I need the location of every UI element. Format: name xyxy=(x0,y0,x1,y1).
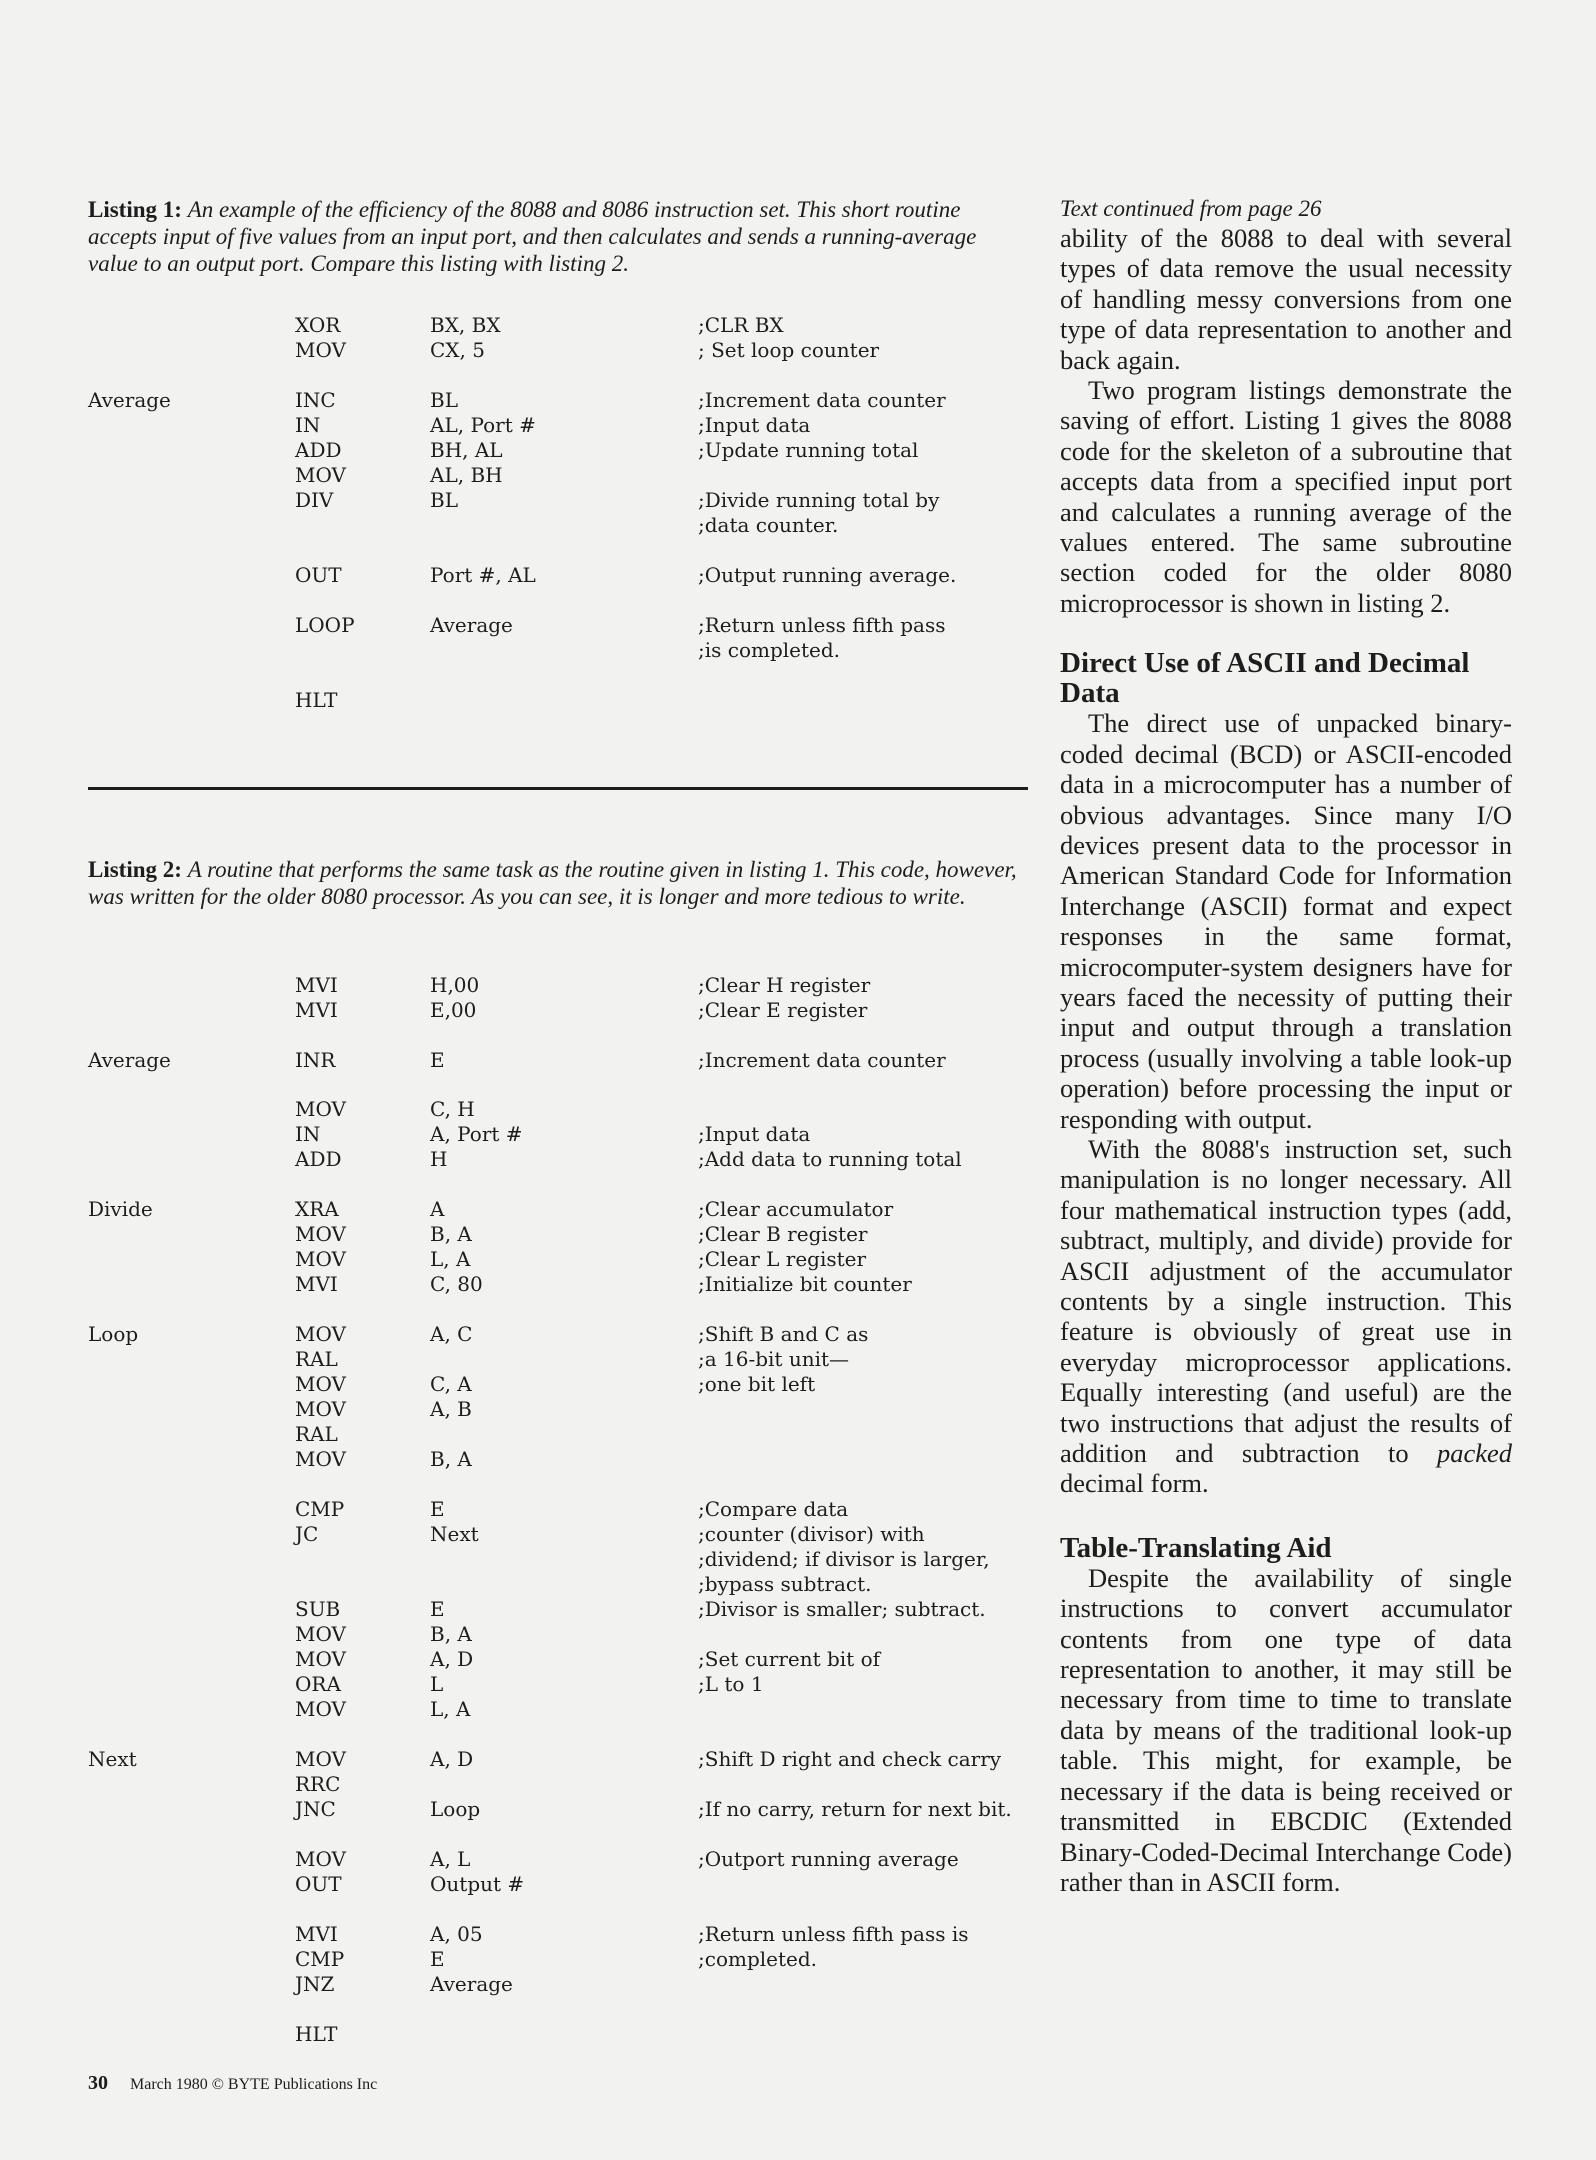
code-operand: B, A xyxy=(430,1222,472,1246)
code-line xyxy=(88,1048,1028,1073)
code-comment: ;Clear E register xyxy=(698,998,868,1022)
code-line xyxy=(88,1672,1028,1697)
listing2-caption xyxy=(88,856,1028,910)
code-comment: ;Divisor is smaller; subtract. xyxy=(698,1597,986,1621)
code-line xyxy=(88,1872,1028,1897)
code-line xyxy=(88,1622,1028,1647)
code-operand: Loop xyxy=(430,1797,481,1821)
code-label: Average xyxy=(88,388,171,412)
code-operand: E,00 xyxy=(430,998,477,1022)
code-line xyxy=(88,488,1028,513)
code-operand: Output # xyxy=(430,1872,525,1896)
code-comment: ;Outport running average xyxy=(698,1847,959,1871)
code-operand: C, H xyxy=(430,1097,475,1121)
code-opcode: MOV xyxy=(295,1747,346,1771)
code-comment: ;CLR BX xyxy=(698,313,784,337)
code-opcode: XOR xyxy=(295,313,341,337)
code-opcode: MOV xyxy=(295,1447,346,1471)
code-operand: E xyxy=(430,1048,445,1072)
article-paragraph xyxy=(1060,1134,1512,1499)
section-heading: Direct Use of ASCII and Decimal Data xyxy=(1060,647,1470,710)
code-line xyxy=(88,338,1028,363)
code-operand: Next xyxy=(430,1522,479,1546)
listing2-caption-block xyxy=(88,856,1028,910)
code-opcode: IN xyxy=(295,413,321,437)
continued-note: Text continued from page 26 xyxy=(1060,196,1322,221)
code-comment: ;Divide running total by xyxy=(698,488,940,512)
code-comment: ;If no carry, return for next bit. xyxy=(698,1797,1012,1821)
code-comment: ;counter (divisor) with xyxy=(698,1522,925,1546)
listing1-caption xyxy=(88,196,1028,277)
code-comment: ;Shift D right and check carry xyxy=(698,1747,1002,1771)
code-operand: E xyxy=(430,1597,445,1621)
code-opcode: SUB xyxy=(295,1597,341,1621)
code-line xyxy=(88,1447,1028,1472)
code-line xyxy=(88,1522,1028,1547)
code-comment: ;data counter. xyxy=(698,513,839,537)
code-comment: ;Increment data counter xyxy=(698,388,946,412)
code-operand: A, C xyxy=(430,1322,473,1346)
code-operand: A xyxy=(430,1197,445,1221)
code-comment: ;Output running average. xyxy=(698,563,957,587)
code-opcode: ADD xyxy=(295,1147,342,1171)
code-line xyxy=(88,1372,1028,1397)
code-comment: ;Add data to running total xyxy=(698,1147,962,1171)
code-line xyxy=(88,1847,1028,1872)
code-operand: CX, 5 xyxy=(430,338,485,362)
code-line xyxy=(88,1572,1028,1597)
listing2-caption-text: A routine that performs the same task as the routine given in listing 1. This code, however, was written for the older 8080 processor. As you can see, it is longer and more tedious to write. xyxy=(88,857,1017,909)
code-label: Next xyxy=(88,1747,137,1771)
code-comment: ;Set current bit of xyxy=(698,1647,881,1671)
article-paragraph: The direct use of unpacked binary-coded decimal (BCD) or ASCII-encoded data in a microcomputer has a number of obvious advantages. Since many I/O devices present data to the processor in American Standard Code for Information Interchange (ASCII) format and expect responses in the same format, microcomputer-system designers have for years faced the necessity of putting their input and output through a translation process (usually involving a table look-up operation) before processing the input or responding with output. xyxy=(1060,708,1512,1134)
page-number: 30 xyxy=(88,2072,108,2094)
code-comment: ;Clear B register xyxy=(698,1222,868,1246)
code-operand: Port #, AL xyxy=(430,563,536,587)
code-operand: A, D xyxy=(430,1647,474,1671)
code-comment: ;Return unless fifth pass is xyxy=(698,1922,969,1946)
code-operand: AL, BH xyxy=(430,463,503,487)
code-label: Loop xyxy=(88,1322,139,1346)
code-comment: ;Increment data counter xyxy=(698,1048,946,1072)
code-opcode: INC xyxy=(295,388,336,412)
paragraph-text: decimal form. xyxy=(1060,1468,1209,1499)
code-opcode: MVI xyxy=(295,973,338,997)
code-line xyxy=(88,1747,1028,1772)
code-operand: BH, AL xyxy=(430,438,503,462)
code-comment: ;Clear H register xyxy=(698,973,871,997)
code-line xyxy=(88,1122,1028,1147)
code-comment: ;Input data xyxy=(698,1122,811,1146)
code-operand: AL, Port # xyxy=(430,413,536,437)
code-line xyxy=(88,688,1028,713)
code-operand: Average xyxy=(430,613,513,637)
code-opcode: MOV xyxy=(295,1647,346,1671)
code-comment: ;Compare data xyxy=(698,1497,849,1521)
code-opcode: MOV xyxy=(295,463,346,487)
code-operand: L, A xyxy=(430,1247,471,1271)
code-opcode: MOV xyxy=(295,1697,346,1721)
spacer xyxy=(1060,618,1512,648)
code-opcode: MVI xyxy=(295,1272,338,1296)
code-operand: A, D xyxy=(430,1747,474,1771)
code-line xyxy=(88,1397,1028,1422)
code-opcode: MOV xyxy=(295,1097,346,1121)
code-operand: H,00 xyxy=(430,973,480,997)
code-line xyxy=(88,1247,1028,1272)
code-opcode: CMP xyxy=(295,1947,345,1971)
code-opcode: MOV xyxy=(295,338,346,362)
code-line xyxy=(88,638,1028,663)
code-opcode: HLT xyxy=(295,688,338,712)
code-opcode: LOOP xyxy=(295,613,355,637)
code-opcode: IN xyxy=(295,1122,321,1146)
code-comment: ;Initialize bit counter xyxy=(698,1272,912,1296)
code-line xyxy=(88,1647,1028,1672)
code-line xyxy=(88,1597,1028,1622)
code-operand: L, A xyxy=(430,1697,471,1721)
code-comment: ;Return unless fifth pass xyxy=(698,613,946,637)
code-operand: A, L xyxy=(430,1847,471,1871)
code-line xyxy=(88,613,1028,638)
code-opcode: MOV xyxy=(295,1247,346,1271)
code-opcode: JNC xyxy=(295,1797,336,1821)
code-opcode: HLT xyxy=(295,2022,338,2046)
code-operand: Average xyxy=(430,1972,513,1996)
code-comment: ;Shift B and C as xyxy=(698,1322,869,1346)
code-line xyxy=(88,1222,1028,1247)
code-line xyxy=(88,2022,1028,2047)
code-opcode: MVI xyxy=(295,998,338,1022)
code-comment: ; Set loop counter xyxy=(698,338,880,362)
code-opcode: MOV xyxy=(295,1372,346,1396)
code-line xyxy=(88,998,1028,1023)
code-opcode: OUT xyxy=(295,1872,342,1896)
code-line xyxy=(88,513,1028,538)
code-line xyxy=(88,388,1028,413)
code-comment: ;bypass subtract. xyxy=(698,1572,872,1596)
code-line xyxy=(88,1197,1028,1222)
emphasis-text: packed xyxy=(1436,1438,1512,1469)
code-opcode: RRC xyxy=(295,1772,341,1796)
code-line xyxy=(88,563,1028,588)
code-operand: BL xyxy=(430,488,458,512)
code-operand: E xyxy=(430,1497,445,1521)
paragraph-text: With the 8088's instruction set, such manipulation is no longer necessary. All four mathematical instruction types (add, subtract, multiply, and divide) provide for ASCII adjustment of the accumulator contents by a single instruction. This feature is obviously of great use in everyday microprocessor applications. Equally interesting (and useful) are the two instructions that adjust the results of addition and subtraction to xyxy=(1060,1133,1512,1469)
code-opcode: ADD xyxy=(295,438,342,462)
code-line xyxy=(88,1947,1028,1972)
code-operand: H xyxy=(430,1147,448,1171)
code-opcode: MOV xyxy=(295,1222,346,1246)
code-label: Average xyxy=(88,1048,171,1072)
code-operand: C, 80 xyxy=(430,1272,483,1296)
code-line xyxy=(88,1797,1028,1822)
code-comment: ;L to 1 xyxy=(698,1672,764,1696)
code-comment: ;is completed. xyxy=(698,638,841,662)
code-opcode: MOV xyxy=(295,1847,346,1871)
code-line xyxy=(88,1922,1028,1947)
code-opcode: INR xyxy=(295,1048,336,1072)
code-line xyxy=(88,1697,1028,1722)
code-opcode: CMP xyxy=(295,1497,345,1521)
code-operand: L xyxy=(430,1672,444,1696)
code-opcode: DIV xyxy=(295,488,334,512)
left-column xyxy=(88,196,1028,277)
code-comment: ;Clear L register xyxy=(698,1247,867,1271)
code-opcode: RAL xyxy=(295,1347,338,1371)
code-opcode: ORA xyxy=(295,1672,341,1696)
code-line xyxy=(88,1097,1028,1122)
code-operand: C, A xyxy=(430,1372,472,1396)
footer-credit: March 1980 © BYTE Publications Inc xyxy=(130,2076,378,2093)
article-column xyxy=(1060,195,1512,1897)
code-line xyxy=(88,413,1028,438)
code-operand: A, Port # xyxy=(430,1122,523,1146)
listing1-caption-text: An example of the efficiency of the 8088 and 8086 instruction set. This short routine accepts input of five values from an input port, and then calculates and sends a running-average value to an output port. Compare this listing with listing 2. xyxy=(88,197,977,276)
article-paragraph: Two program listings demonstrate the saving of effort. Listing 1 gives the 8088 code for the skeleton of a subroutine that accepts data from a specified input port and calculates a running average of the values entered. The same subroutine section coded for the older 8080 microprocessor is shown in listing 2. xyxy=(1060,375,1512,618)
code-operand: BL xyxy=(430,388,458,412)
code-comment: ;a 16-bit unit— xyxy=(698,1347,850,1371)
code-line xyxy=(88,1547,1028,1572)
code-comment: ;dividend; if divisor is larger, xyxy=(698,1547,990,1571)
code-comment: ;one bit left xyxy=(698,1372,816,1396)
code-line xyxy=(88,973,1028,998)
code-opcode: MOV xyxy=(295,1397,346,1421)
code-opcode: MVI xyxy=(295,1922,338,1946)
code-line xyxy=(88,1422,1028,1447)
article-paragraph: Despite the availability of single instructions to convert accumulator contents from one type of data representation to another, it may still be necessary from time to time to translate data by means of the traditional look-up table. This might, for example, be necessary if the data is being received or transmitted in EBCDIC (Extended Binary-Coded-Decimal Interchange Code) rather than in ASCII form. xyxy=(1060,1562,1512,1897)
code-comment: ;Input data xyxy=(698,413,811,437)
page-footer xyxy=(88,2072,377,2095)
code-line xyxy=(88,313,1028,338)
code-opcode: JNZ xyxy=(295,1972,335,1996)
code-opcode: MOV xyxy=(295,1622,346,1646)
code-operand: E xyxy=(430,1947,445,1971)
listing1-label: Listing 1: xyxy=(88,197,182,222)
code-comment: ;Clear accumulator xyxy=(698,1197,894,1221)
code-line xyxy=(88,1497,1028,1522)
code-opcode: XRA xyxy=(295,1197,339,1221)
code-line xyxy=(88,1972,1028,1997)
code-operand: A, 05 xyxy=(430,1922,483,1946)
code-label: Divide xyxy=(88,1197,153,1221)
code-line xyxy=(88,1347,1028,1372)
code-line xyxy=(88,438,1028,463)
code-opcode: OUT xyxy=(295,563,342,587)
code-line xyxy=(88,1147,1028,1172)
code-opcode: JC xyxy=(295,1522,319,1546)
article-paragraph: ability of the 8088 to deal with several types of data remove the usual necessity of handling messy conversions from one type of data representation to another and back again. xyxy=(1060,223,1512,375)
code-line xyxy=(88,1322,1028,1347)
code-opcode: RAL xyxy=(295,1422,338,1446)
code-comment: ;Update running total xyxy=(698,438,919,462)
spacer xyxy=(1060,1499,1512,1533)
code-operand: B, A xyxy=(430,1447,472,1471)
listing-divider xyxy=(88,787,1028,790)
code-operand: A, B xyxy=(430,1397,472,1421)
code-line xyxy=(88,1272,1028,1297)
code-comment: ;completed. xyxy=(698,1947,818,1971)
section-heading: Table-Translating Aid xyxy=(1060,1531,1332,1564)
code-opcode: MOV xyxy=(295,1322,346,1346)
code-line xyxy=(88,463,1028,488)
code-operand: BX, BX xyxy=(430,313,501,337)
code-operand: B, A xyxy=(430,1622,472,1646)
code-line xyxy=(88,1772,1028,1797)
listing2-label: Listing 2: xyxy=(88,857,182,882)
